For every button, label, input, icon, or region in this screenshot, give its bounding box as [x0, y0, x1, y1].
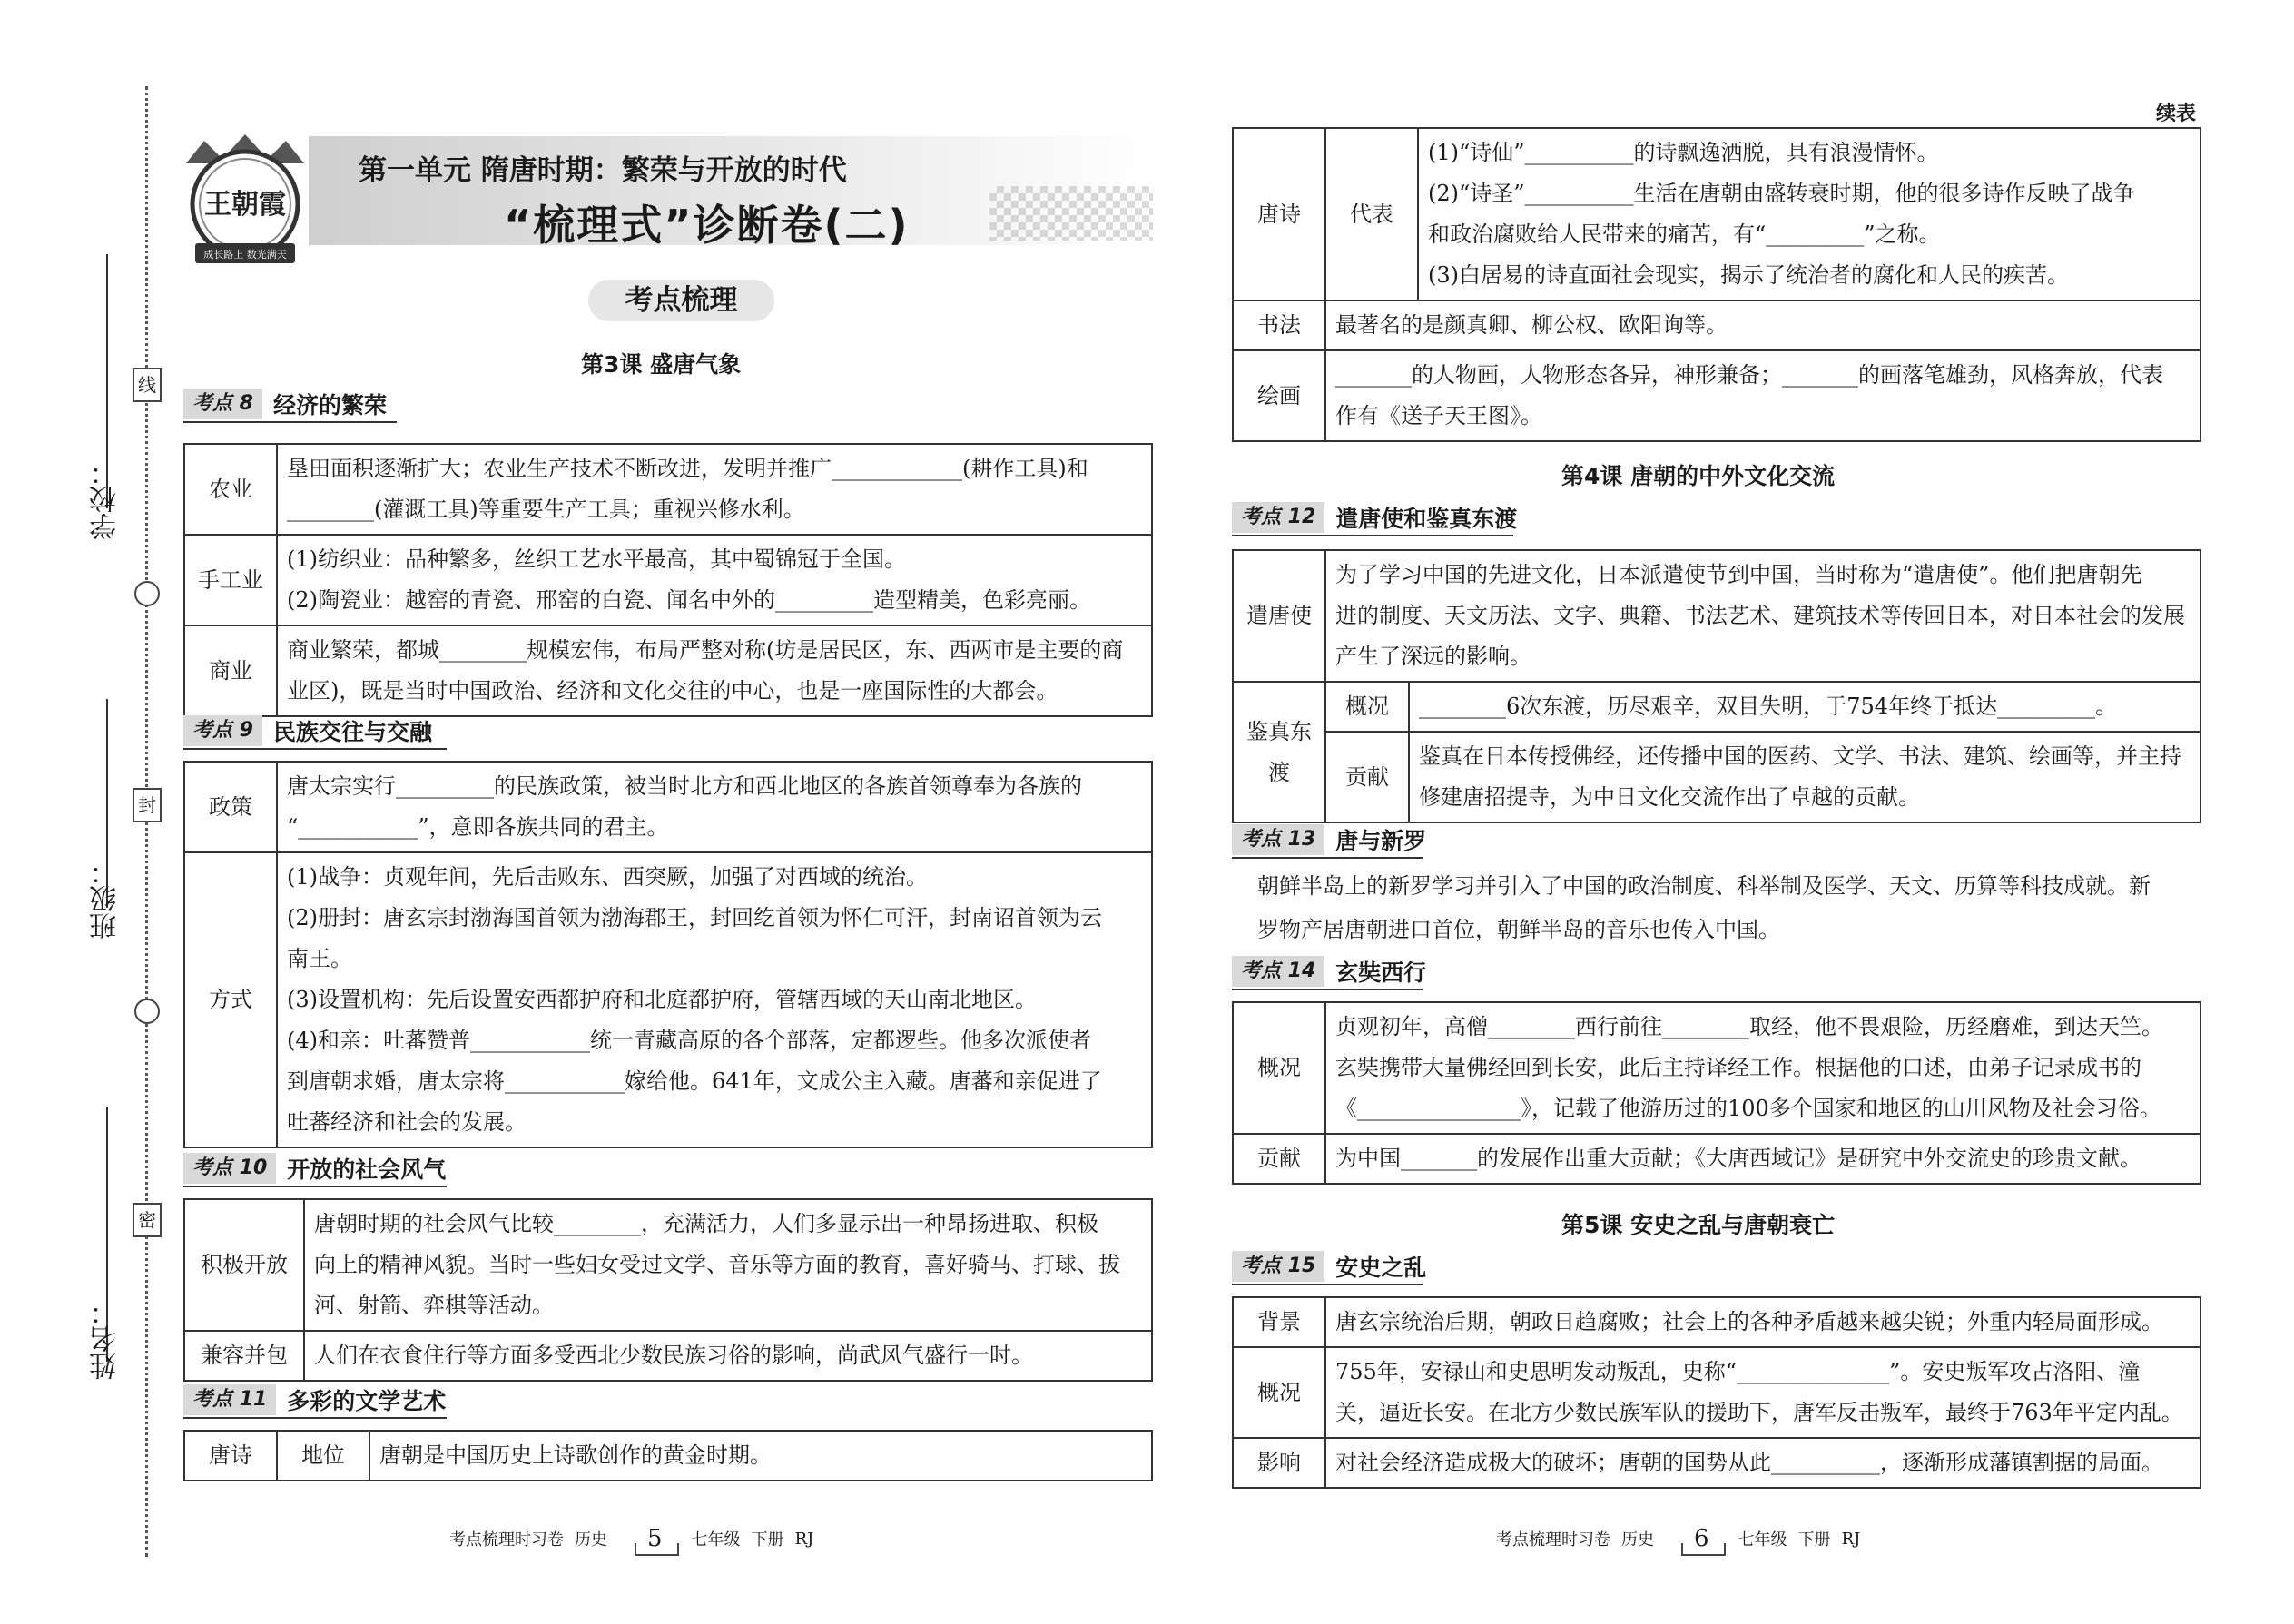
table-row: 书法 最著名的是颜真卿、柳公权、欧阳询等。	[1233, 300, 2200, 350]
table-row: 鉴真东渡 概况 ________6次东渡，历尽艰辛，双目失明，于754年终于抵达_________。	[1233, 682, 2200, 732]
seal-mi: 密	[133, 1203, 162, 1237]
kaodian-12-heading: 考点 12 遣唐使和鉴真东渡	[1232, 502, 1517, 533]
footer-right: 考点梳理时习卷 历史 6 七年级 下册 RJ	[1496, 1525, 1861, 1552]
kaodian-title: 经济的繁荣	[272, 392, 387, 418]
kaodian-14-heading: 考点 14 玄奘西行	[1232, 956, 1426, 987]
name-label: 姓名：	[90, 1298, 122, 1380]
logo-text: 王朝霞	[204, 189, 286, 221]
k15-table	[1232, 1296, 2201, 1489]
school-label: 学校：	[90, 458, 122, 540]
section-pill: 考点梳理	[588, 280, 774, 321]
table-row: 方式 (1)战争：贞观年间，先后击败东、西突厥，加强了对西域的统治。 (2)册封：唐玄宗封渤海国首领为渤海郡王，封回纥首领为怀仁可汗，封南诏首领为云 南王。 (3)设置机构：先后设置安西都护府和北庭都护府，管辖西域的天山南北地区。 (4)和亲：吐蕃赞普___________统一青藏高原的各个部落，定都逻些。他多次派使者 到唐朝求婚，唐太宗将___________嫁给他。641年，文成公主入藏。唐蕃和亲促进了 吐蕃经济和社会的发展。	[184, 852, 1152, 1147]
seal-xian: 线	[133, 368, 162, 402]
table-row: 商业 商业繁荣，都城________规模宏伟，布局严整对称(坊是居民区，东、西两市是主要的商 业区)，既是当时中国政治、经济和文化交往的中心，也是一座国际性的大都会。	[184, 625, 1152, 716]
banner-checker-pattern	[989, 186, 1153, 241]
k12-table	[1232, 549, 2201, 823]
table-row: 贡献 为中国_______的发展作出重大贡献；《大唐西域记》是研究中外交流史的珍贵文献。	[1233, 1134, 2200, 1184]
k11-table	[183, 1430, 1153, 1481]
binding-knot-icon	[134, 581, 160, 606]
seal-feng: 封	[133, 788, 162, 822]
table-row: 手工业 (1)纺织业：品种繁多，丝织工艺水平最高，其中蜀锦冠于全国。 (2)陶瓷业：越窑的青瓷、邢窑的白瓷、闻名中外的_________造型精美，色彩亮丽。	[184, 535, 1152, 625]
kaodian-13-heading: 考点 13 唐与新罗	[1232, 824, 1426, 855]
binding-knot-icon	[134, 999, 160, 1024]
kaodian-9-heading: 考点 9 民族交往与交融	[183, 715, 432, 746]
k10-table	[183, 1198, 1153, 1382]
lesson-3-title: 第3课 盛唐气象	[581, 351, 742, 378]
k8-table	[183, 443, 1153, 717]
page-number: 5	[635, 1525, 675, 1552]
kaodian-11-heading: 考点 11 多彩的文学艺术	[183, 1384, 446, 1415]
table-row: 政策 唐太宗实行_________的民族政策，被当时北方和西北地区的各族首领尊奉为各族的 “___________”，意即各族共同的君主。	[184, 762, 1152, 852]
table-row: 农业 垦田面积逐渐扩大；农业生产技术不断改进，发明并推广____________(耕作工具)和 ________(灌溉工具)等重要生产工具；重视兴修水利。	[184, 444, 1152, 535]
table-row: 贡献 鉴真在日本传授佛经，还传播中国的医药、文学、书法、建筑、绘画等，并主持 修建唐招提寺，为中日文化交流作出了卓越的贡献。	[1233, 732, 2200, 822]
k9-table	[183, 761, 1153, 1148]
k14-table	[1232, 1001, 2201, 1185]
unit-title: 第一单元 隋唐时期：繁荣与开放的时代	[359, 154, 847, 187]
brand-logo-icon	[168, 127, 322, 272]
lesson-4-title: 第4课 唐朝的中外文化交流	[1561, 463, 1836, 489]
k13-paragraph: 朝鲜半岛上的新罗学习并引入了中国的政治制度、科举制及医学、天文、历算等科技成就。新 罗物产居唐朝进口首位，朝鲜半岛的音乐也传入中国。	[1257, 873, 2151, 942]
class-label: 班级：	[90, 858, 122, 940]
table-row: 概况 755年，安禄山和史思明发动叛乱，史称“______________”。安史叛军攻占洛阳、潼 关，逼近长安。在北方少数民族军队的援助下，唐军反击叛军，最终于763年平定内乱。	[1233, 1347, 2200, 1438]
footer-left: 考点梳理时习卷 历史 5 七年级 下册 RJ	[449, 1525, 814, 1552]
table-row: 影响 对社会经济造成极大的破坏；唐朝的国势从此__________，逐渐形成藩镇割据的局面。	[1233, 1438, 2200, 1488]
page-title: “梳理式”诊断卷(二)	[504, 201, 910, 250]
kaodian-tag: 考点 8	[183, 389, 262, 419]
kaodian-15-heading: 考点 15 安史之乱	[1232, 1251, 1426, 1282]
table-row: 积极开放 唐朝时期的社会风气比较________，充满活力，人们多显示出一种昂扬进取、积极 向上的精神风貌。当时一些妇女受过文学、音乐等方面的教育，喜好骑马、打球、拔 河、射箭、弈棋等活动。	[184, 1199, 1152, 1331]
table-row: 唐诗 地位 唐朝是中国历史上诗歌创作的黄金时期。	[184, 1431, 1152, 1481]
table-row: 背景 唐玄宗统治后期，朝政日趋腐败；社会上的各种矛盾越来越尖锐；外重内轻局面形成。	[1233, 1297, 2200, 1347]
table-row: 绘画 _______的人物画，人物形态各异，神形兼备；_______的画落笔雄劲，风格奔放，代表 作有《送子天王图》。	[1233, 350, 2200, 441]
continued-label: 续表	[2156, 103, 2197, 125]
logo-subtext: 成长路上 数光满天	[203, 249, 287, 261]
table-row: 唐诗 代表 (1)“诗仙”__________的诗飘逸洒脱，具有浪漫情怀。 (2)“诗圣”__________生活在唐朝由盛转衰时期，他的很多诗作反映了战争 和政治腐败给人民带来的痛苦，有“_________”之称。 (3)白居易的诗直面社会现实，揭示了统治者的腐化和人民的疾苦。	[1233, 128, 2200, 300]
page-number: 6	[1681, 1525, 1722, 1552]
k11-cont-table	[1232, 127, 2201, 442]
table-row: 兼容并包 人们在衣食住行等方面多受西北少数民族习俗的影响，尚武风气盛行一时。	[184, 1331, 1152, 1381]
lesson-5-title: 第5课 安史之乱与唐朝衰亡	[1561, 1212, 1836, 1238]
kaodian-8-heading	[183, 389, 387, 419]
table-row: 遣唐使 为了学习中国的先进文化，日本派遣使节到中国，当时称为“遣唐使”。他们把唐朝先 进的制度、天文历法、文字、典籍、书法艺术、建筑技术等传回日本，对日本社会的发展 产生了深远的影响。	[1233, 550, 2200, 682]
table-row: 概况 贞观初年，高僧________西行前往________取经，他不畏艰险，历经磨难，到达天竺。 玄奘携带大量佛经回到长安，此后主持译经工作。根据他的口述，由弟子记录成书的 《_______________》，记载了他游历过的100多个国家和地区的山川风物及社会习俗。	[1233, 1002, 2200, 1134]
kaodian-10-heading: 考点 10 开放的社会风气	[183, 1153, 446, 1184]
